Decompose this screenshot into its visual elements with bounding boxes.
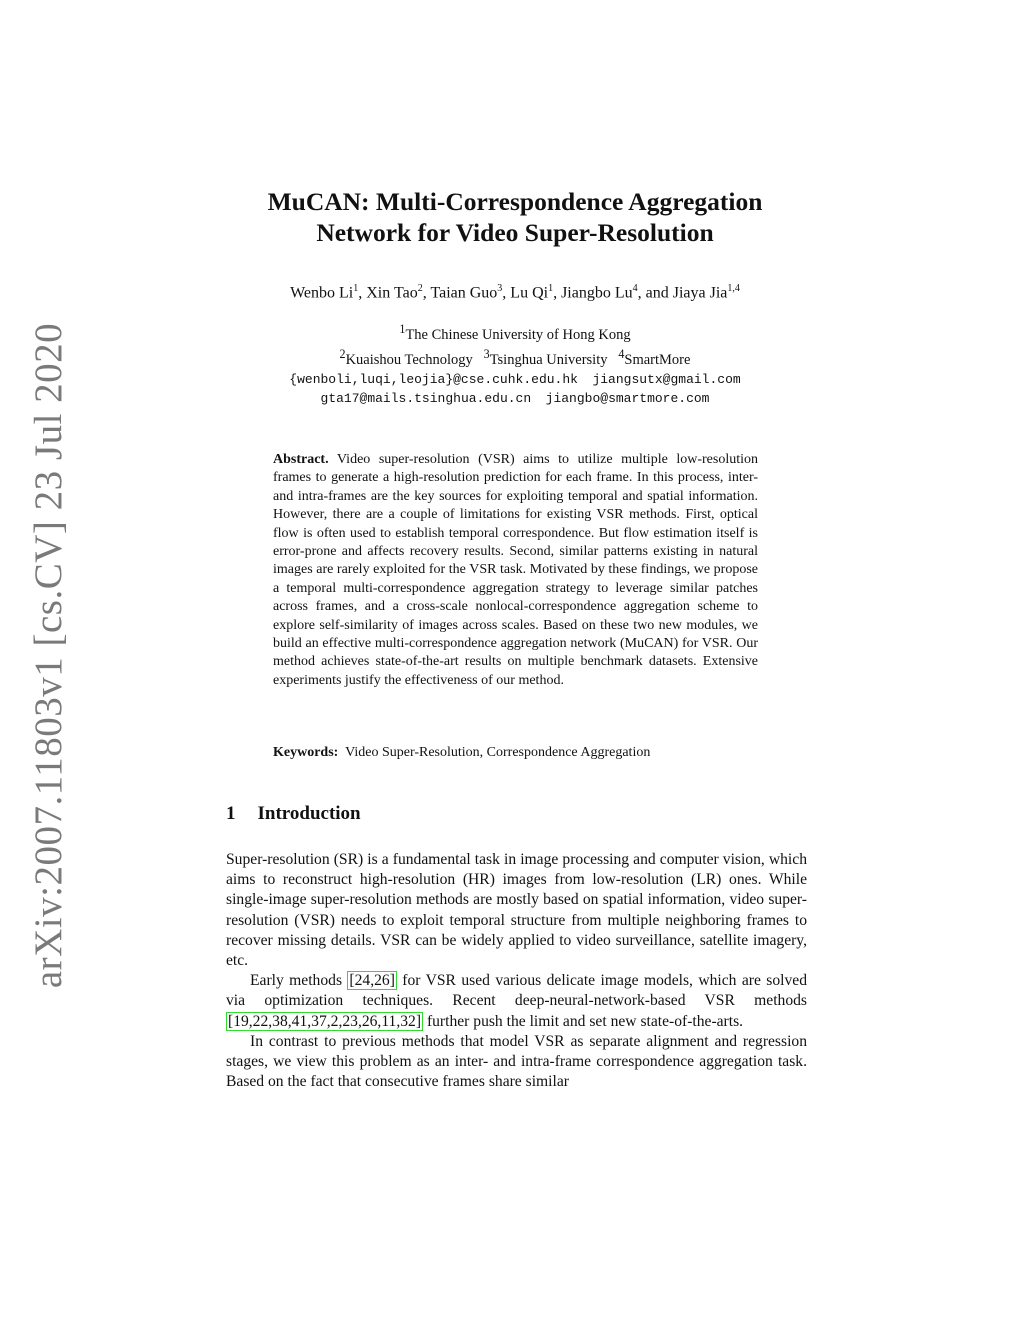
author-affiliation-mark: 3 xyxy=(497,283,503,294)
email-line-2 xyxy=(200,389,830,408)
affiliations-block xyxy=(200,320,830,408)
paragraph-text: for VSR used various delicate image models, which are solved via optimization techniques. Recent deep-neural-network-based VSR methods xyxy=(226,972,807,1010)
author-affiliation-mark: 1,4 xyxy=(727,283,740,294)
author-name: Lu Qi xyxy=(510,284,549,302)
affiliation-mark: 2 xyxy=(339,346,346,361)
author-name: Taian Guo xyxy=(430,284,498,302)
author-name: Jiaya Jia xyxy=(672,284,728,302)
paper-title-line-2: Network for Video Super-Resolution xyxy=(316,218,714,247)
affiliation-name: The Chinese University of Hong Kong xyxy=(405,326,631,343)
email-address: gta17@mails.tsinghua.edu.cn xyxy=(320,390,532,406)
author-affiliation-mark: 1 xyxy=(353,283,359,294)
affiliation-mark: 1 xyxy=(399,322,406,336)
author-affiliation-mark: 1 xyxy=(548,283,554,294)
citation-link[interactable]: [24,26] xyxy=(349,972,395,990)
email-line-1 xyxy=(200,370,830,389)
email-address: jiangsutx@gmail.com xyxy=(592,371,741,387)
introduction-body xyxy=(226,850,807,1092)
email-address: {wenboli,luqi,leojia}@cse.cuhk.edu.hk xyxy=(289,371,578,387)
affiliation-name: Tsinghua University xyxy=(489,351,608,368)
affiliation-mark: 4 xyxy=(618,346,625,361)
arxiv-identifier xyxy=(24,322,74,988)
affiliation-line-1 xyxy=(200,320,830,345)
abstract-text: Video super-resolution (VSR) aims to utilize multiple low-resolution frames to generate a high-resolution prediction for each frame. In this process, inter- and intra-frames are the key sources for exploiting temporal and spatial information. However, there are a couple of limitations for existing VSR methods. First, optical flow is often used to establish temporal correspondence. But flow estimation itself is error-prone and affects recovery results. Second, similar patterns existing in natural images are rarely exploited for the VSR task. Motivated by these findings, we propose a temporal multi-correspondence aggregation strategy to leverage similar patches across frames, and a cross-scale nonlocal-correspondence aggregation scheme to explore self-similarity of images across scales. Based on these two new modules, we build an effective multi-correspondence aggregation network (MuCAN) for VSR. Our method achieves state-of-the-art results on multiple benchmark datasets. Extensive experiments justify the effectiveness of our method. xyxy=(273,452,758,688)
abstract xyxy=(273,451,758,690)
arxiv-identifier-text: arXiv:2007.11803v1 [cs.CV] 23 Jul 2020 xyxy=(27,322,71,988)
affiliation-line-2 xyxy=(200,345,830,370)
paper-title xyxy=(200,186,830,248)
section-title: Introduction xyxy=(257,803,361,824)
affiliation-mark: 3 xyxy=(483,346,490,361)
author-name: Xin Tao xyxy=(366,284,418,302)
paragraph-text: Early methods xyxy=(250,972,348,990)
section-heading xyxy=(226,803,361,825)
paragraph: In contrast to previous methods that model VSR as separate alignment and regression stages, we view this problem as an inter- and intra-frame correspondence aggregation task. Based on the fact that consecutive frames share similar xyxy=(226,1032,807,1091)
author-name: Jiangbo Lu xyxy=(561,284,633,302)
paper-title-line-1: MuCAN: Multi-Correspondence Aggregation xyxy=(267,187,763,216)
keywords xyxy=(273,745,758,761)
paragraph xyxy=(226,971,807,1032)
citation-link[interactable]: [19,22,38,41,37,2,23,26,11,32] xyxy=(228,1012,422,1030)
author-affiliation-mark: 4 xyxy=(632,283,638,294)
affiliation-name: Kuaishou Technology xyxy=(345,351,473,368)
keywords-text: Video Super-Resolution, Correspondence Aggregation xyxy=(345,745,651,760)
paragraph: Super-resolution (SR) is a fundamental task in image processing and computer vision, which aims to reconstruct high-resolution (HR) images from low-resolution (LR) ones. While single-image super-resolution methods are mostly based on spatial information, video super-resolution (VSR) needs to exploit temporal structure from multiple neighboring frames to recover missing details. VSR can be widely applied to video surveillance, satellite imagery, etc. xyxy=(226,851,807,970)
author-list: Wenbo Li$^1$, Xin Tao$^2$, Taian Guo$^3$, Lu Qi$^1$, Jiangbo Lu$^4$, and Jiaya Jia$^{1,4}$ xyxy=(290,283,740,302)
section-number: 1 xyxy=(226,803,236,824)
affiliation-name: SmartMore xyxy=(624,351,691,368)
keywords-label: Keywords: xyxy=(273,745,339,760)
abstract-label: Abstract. xyxy=(273,452,329,467)
paragraph-text: further push the limit and set new state-of-the-arts. xyxy=(423,1012,744,1030)
author-name: Wenbo Li xyxy=(290,284,354,302)
email-address: jiangbo@smartmore.com xyxy=(545,390,710,406)
author-affiliation-mark: 2 xyxy=(417,283,423,294)
